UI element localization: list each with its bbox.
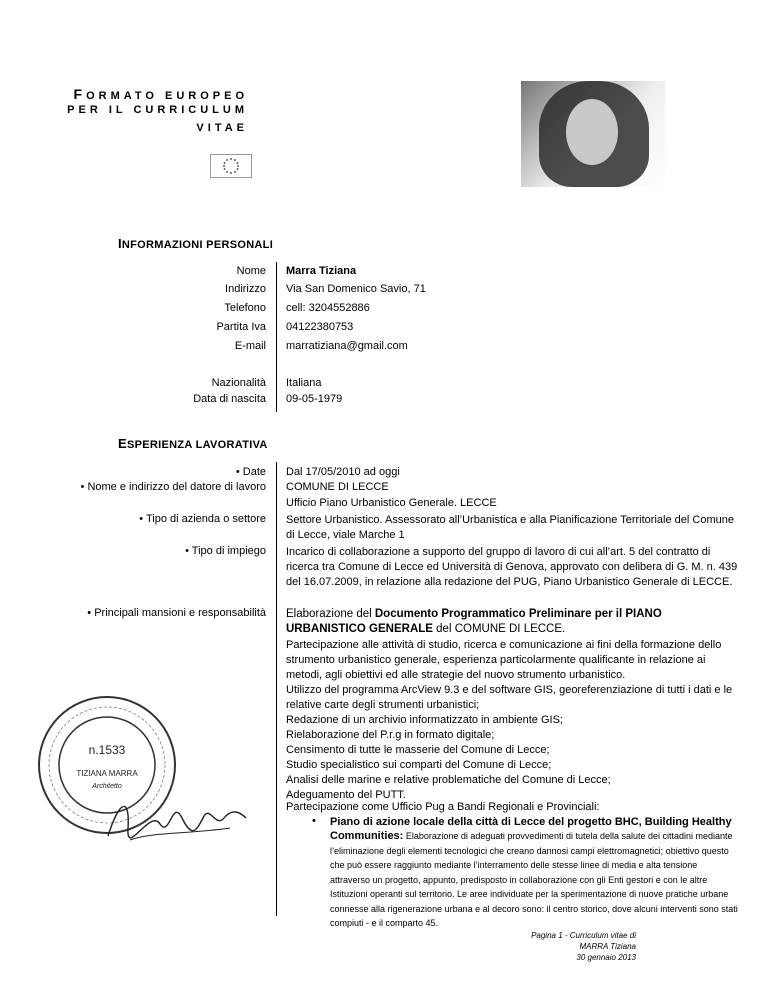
- page-footer: Pagina 1 - Curriculum vitae di MARRA Tiziana 30 gennaio 2013: [531, 931, 636, 962]
- duties-list: [286, 638, 738, 803]
- name-label: Nome: [236, 265, 266, 277]
- section-work-experience: ESPERIENZA LAVORATIVA: [118, 436, 268, 451]
- vat-value: 04122380753: [286, 321, 354, 333]
- stamp-name: TIZIANA MARRA: [76, 769, 138, 778]
- vat-label: Partita Iva: [216, 321, 266, 333]
- nationality-label: Nazionalità: [211, 377, 266, 389]
- phone-value: cell: 3204552886: [286, 302, 370, 314]
- date-value: Dal 17/05/2010 ad oggi: [286, 466, 400, 478]
- duty-item: Censimento di tutte le masserie del Comune di Lecce;: [286, 744, 550, 756]
- job-type-value: Incarico di collaborazione a supporto del gruppo di lavoro di cui all’art. 5 del contratto di ricerca tra Comune di Lecce ed Università di Genova, approvato con delibera di G. M. n. 439 del 16.07.2009, in relazione alla redazione del PUG, Piano Urbanistico Generale di LECCE.: [286, 546, 738, 588]
- bullet-item: Piano di azione locale della città di Lecce del progetto BHC, Building Healthy Communities: Elaborazione di adeguati provvedimenti di tutela della salute dei cittadini mediante l’eliminazione degli elementi tecnologici che creano dannosi campi elettromagnetici; obiettivo questo che può essere raggiunto mediante l’interramento delle stesse linee di media e alta tensione attraverso un progetto, appunto, predisposto in collaborazione con gli Enti gestori e con le altre Istituzioni operanti sul territorio. Le aree individuate per la sperimentazione di nuove pratiche urbane connesse alla rigenerazione urbana e al decoro sono: il centro storico, dove alcuni interventi sono stati compiuti - e il comparto 45.: [330, 816, 738, 928]
- email-label: E-mail: [234, 340, 266, 352]
- address-label: Indirizzo: [225, 283, 266, 295]
- birth-value: 09-05-1979: [286, 393, 343, 405]
- stamp-number: n.1533: [88, 743, 126, 757]
- signature: [100, 788, 250, 848]
- job-type-label: • Tipo di impiego: [185, 545, 266, 557]
- work-divider: [276, 462, 277, 916]
- duty-item: Partecipazione alle attività di studio, ricerca e comunicazione ai fini della formazione dello strumento urbanistico generale, esperienza particolarmente qualificante in relazione ai metodi, agli obiettivi ed alle strategie del nuovo strumento urbanistico.: [286, 639, 722, 681]
- duty-item: Analisi delle marine e relative problematiche del Comune di Lecce;: [286, 774, 611, 786]
- date-label: • Date: [235, 466, 266, 478]
- name-value: Marra Tiziana: [286, 265, 357, 277]
- eu-flag-icon: [210, 154, 252, 178]
- personal-divider: [276, 262, 277, 412]
- sector-value: Settore Urbanistico. Assessorato all’Urbanistica e alla Pianificazione Territoriale del Comune di Lecce, viale Marche 1: [286, 514, 734, 541]
- sector-label: • Tipo di azienda o settore: [139, 513, 266, 525]
- employer-line2: Ufficio Piano Urbanistico Generale. LECCE: [286, 497, 497, 509]
- cv-title-line3: VITAE: [196, 122, 248, 134]
- address-value: Via San Domenico Savio, 71: [286, 283, 426, 295]
- profile-photo: [521, 81, 665, 187]
- duty-item: Adeguamento del PUTT.: [286, 789, 406, 801]
- stamp-role: Architetto: [92, 783, 122, 790]
- duty-item: Studio specialistico sui comparti del Comune di Lecce;: [286, 759, 552, 771]
- employer-line1: COMUNE DI LECCE: [286, 481, 389, 493]
- cv-title-line1: FORMATO EUROPEO: [73, 86, 248, 102]
- duty-item: Redazione di un archivio informatizzato in ambiente GIS;: [286, 714, 563, 726]
- bullet-icon: •: [312, 815, 316, 827]
- email-value[interactable]: marratiziana@gmail.com: [286, 340, 408, 352]
- nationality-value: Italiana: [286, 377, 322, 389]
- phone-label: Telefono: [224, 302, 266, 314]
- duties-title: Elaborazione del Documento Programmatico Preliminare per il PIANO URBANISTICO GENERALE del COMUNE DI LECCE.: [286, 608, 662, 635]
- section-personal-info: INFORMAZIONI PERSONALI: [118, 236, 274, 251]
- employer-label: • Nome e indirizzo del datore di lavoro: [80, 481, 266, 493]
- duty-item: Utilizzo del programma ArcView 9.3 e del software GIS, georeferenziazione di tutti i dati e le relative carte degli strumenti urbanistici;: [286, 684, 733, 711]
- birth-label: Data di nascita: [193, 393, 266, 405]
- duty-item: Rielaborazione del P.r.g in formato digitale;: [286, 729, 495, 741]
- duties-label: • Principali mansioni e responsabilità: [87, 607, 266, 619]
- bandi-intro: Partecipazione come Ufficio Pug a Bandi Regionali e Provinciali:: [286, 801, 600, 813]
- cv-title-line2: PER IL CURRICULUM: [67, 104, 248, 116]
